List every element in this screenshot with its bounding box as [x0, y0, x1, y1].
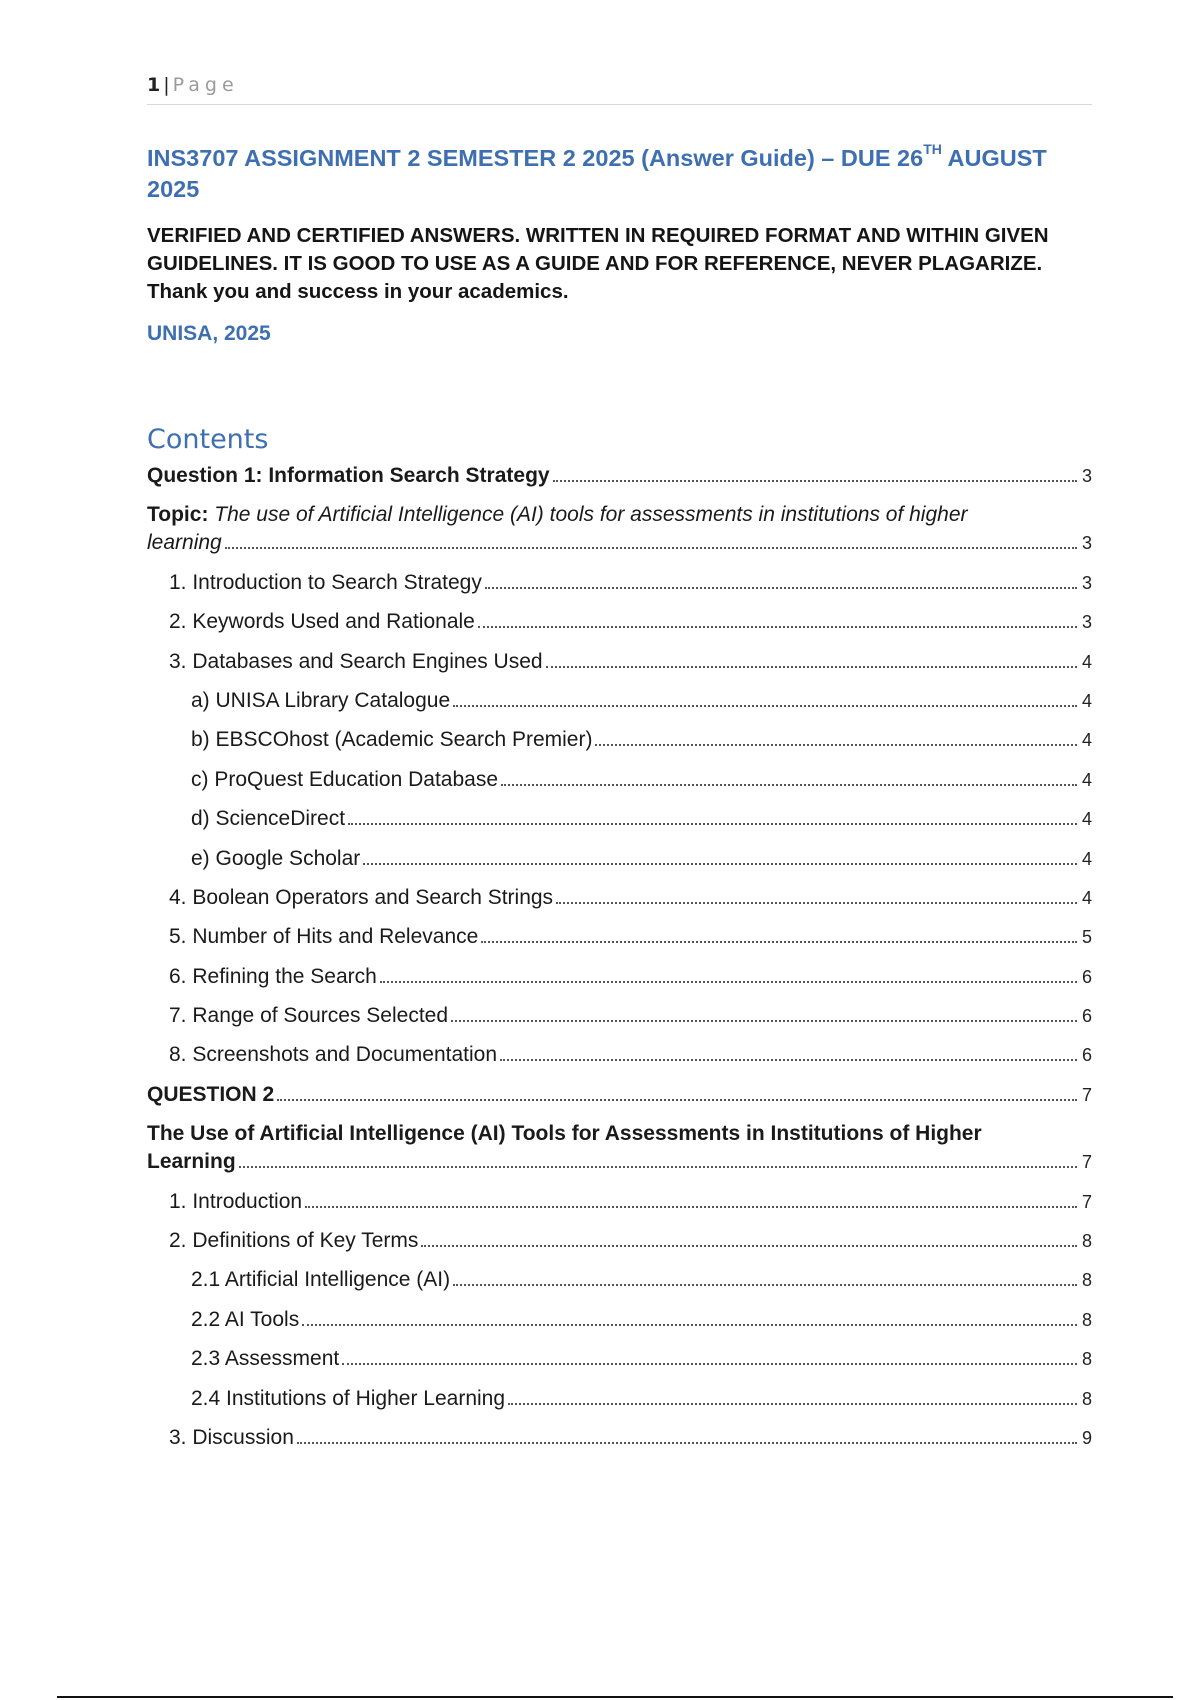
toc-label: 1. Introduction [169, 1189, 303, 1213]
dot-leader [553, 480, 1077, 482]
dot-leader [302, 1324, 1077, 1326]
document-title [147, 143, 1092, 205]
dot-leader [453, 1284, 1077, 1286]
toc-page-number: 9 [1081, 1427, 1092, 1448]
dot-leader [305, 1206, 1077, 1208]
toc-entry[interactable] [147, 726, 1092, 754]
toc-label: c) ProQuest Education Database [191, 767, 499, 791]
toc-entry[interactable] [147, 569, 1092, 597]
toc-entry[interactable] [147, 687, 1092, 715]
toc-label: b) EBSCOhost (Academic Search Premier) [191, 728, 593, 752]
toc-entry[interactable] [147, 1424, 1092, 1452]
toc-label: QUESTION 2 [147, 1082, 275, 1106]
topic-text-line1: The use of Artificial Intelligence (AI) tools for assessments in institutions of higher [208, 503, 968, 527]
table-of-contents [147, 462, 1092, 1463]
dot-leader [421, 1245, 1077, 1247]
toc-page-number: 7 [1081, 1191, 1092, 1212]
toc-page-number: 5 [1081, 927, 1092, 948]
dot-leader [348, 823, 1077, 825]
title-superscript: TH [923, 141, 942, 158]
topic-text-line2: learning [147, 531, 222, 555]
title-line1-end: AUGUST [941, 145, 1047, 171]
notice-closing: Thank you and success in your academics. [147, 280, 569, 303]
toc-page-number: 4 [1081, 690, 1092, 711]
toc-label: d) ScienceDirect [191, 807, 346, 831]
toc-page-number: 3 [1081, 466, 1092, 486]
toc-entry[interactable] [147, 1002, 1092, 1030]
toc-entry-question-1[interactable] [147, 462, 1092, 490]
toc-label: 6. Refining the Search [169, 964, 377, 988]
toc-entry-question-2-title[interactable] [147, 1120, 1092, 1176]
dot-leader [546, 666, 1077, 668]
topic-prefix: Topic: [147, 503, 209, 527]
toc-label: Question 1: Information Search Strategy [147, 464, 550, 487]
toc-page-number: 3 [1081, 572, 1092, 593]
title-line2: 2025 [147, 176, 200, 202]
toc-page-number: 4 [1081, 887, 1092, 908]
dot-leader [556, 902, 1077, 904]
toc-page-number: 8 [1081, 1231, 1092, 1252]
toc-entry[interactable] [147, 1385, 1092, 1413]
toc-page-number: 4 [1081, 848, 1092, 869]
dot-leader [277, 1099, 1077, 1101]
dot-leader [239, 1166, 1077, 1168]
toc-page-number: 4 [1081, 769, 1092, 790]
toc-label: 2.1 Artificial Intelligence (AI) [191, 1268, 451, 1292]
page-number: 1 [147, 74, 161, 96]
toc-label: 3. Discussion [169, 1425, 294, 1449]
bottom-divider [57, 1696, 1173, 1698]
toc-page-number: 7 [1081, 1152, 1092, 1173]
dot-leader [481, 941, 1077, 943]
toc-entry[interactable] [147, 1041, 1092, 1069]
dot-leader [501, 784, 1077, 786]
toc-label: 4. Boolean Operators and Search Strings [169, 885, 554, 909]
dot-leader [478, 626, 1077, 628]
dot-leader [508, 1403, 1077, 1405]
contents-heading: Contents [147, 424, 269, 455]
toc-page-number: 6 [1081, 1006, 1092, 1027]
notice-bold-text: VERIFIED AND CERTIFIED ANSWERS. WRITTEN IN REQUIRED FORMAT AND WITHIN GIVEN GUIDELINES. IT IS GOOD TO USE AS A GUIDE AND FOR REFERENCE, NEVER PLAGARIZE. [147, 224, 1049, 275]
toc-page-number: 8 [1081, 1349, 1092, 1370]
dot-leader [453, 705, 1077, 707]
toc-label: 2.2 AI Tools [191, 1307, 300, 1331]
toc-page-number: 4 [1081, 651, 1092, 672]
university-line: UNISA, 2025 [147, 322, 271, 345]
toc-entry[interactable] [147, 963, 1092, 991]
toc-label: 1. Introduction to Search Strategy [169, 570, 482, 594]
toc-page-number: 7 [1081, 1084, 1092, 1105]
toc-page-number: 4 [1081, 730, 1092, 751]
dot-leader [297, 1442, 1077, 1444]
toc-entry[interactable] [147, 766, 1092, 794]
toc-entry[interactable] [147, 1227, 1092, 1255]
toc-entry[interactable] [147, 1306, 1092, 1334]
page-label: Page [172, 74, 239, 96]
toc-page-number: 8 [1081, 1270, 1092, 1291]
dot-leader [363, 863, 1077, 865]
page-header [147, 74, 1092, 105]
toc-entry[interactable] [147, 923, 1092, 951]
dot-leader [595, 744, 1077, 746]
toc-page-number: 4 [1081, 809, 1092, 830]
toc-label: 2. Keywords Used and Rationale [169, 610, 475, 634]
title-line1-start: INS3707 ASSIGNMENT 2 SEMESTER 2 2025 (Answer Guide) – DUE 26 [147, 145, 924, 171]
toc-label: 7. Range of Sources Selected [169, 1004, 449, 1028]
toc-label: 2.3 Assessment [191, 1347, 340, 1371]
toc-entry-topic[interactable] [147, 501, 1092, 557]
toc-entry[interactable] [147, 1266, 1092, 1294]
dot-leader [380, 981, 1077, 983]
dot-leader [451, 1020, 1077, 1022]
toc-page-number: 6 [1081, 1045, 1092, 1066]
toc-entry-question-2[interactable] [147, 1081, 1092, 1109]
toc-label: 8. Screenshots and Documentation [169, 1043, 498, 1067]
toc-entry[interactable] [147, 648, 1092, 676]
dot-leader [225, 547, 1077, 549]
toc-entry[interactable] [147, 1345, 1092, 1373]
header-separator: | [163, 74, 170, 96]
toc-page-number: 8 [1081, 1388, 1092, 1409]
toc-label: 3. Databases and Search Engines Used [169, 649, 543, 673]
dot-leader [485, 587, 1077, 589]
toc-entry[interactable] [147, 805, 1092, 833]
q2-title-line1: The Use of Artificial Intelligence (AI) Tools for Assessments in Institutions of Higher [147, 1122, 982, 1146]
verification-notice [147, 222, 1092, 306]
toc-label: e) Google Scholar [191, 846, 361, 870]
toc-page-number: 6 [1081, 966, 1092, 987]
toc-page-number: 3 [1081, 533, 1092, 554]
toc-label: 5. Number of Hits and Relevance [169, 925, 479, 949]
toc-label: a) UNISA Library Catalogue [191, 688, 451, 712]
toc-entry[interactable] [147, 1188, 1092, 1216]
toc-label: 2. Definitions of Key Terms [169, 1229, 419, 1253]
dot-leader [500, 1059, 1077, 1061]
dot-leader [342, 1363, 1077, 1365]
q2-title-line2: Learning [147, 1150, 236, 1174]
toc-label: 2.4 Institutions of Higher Learning [191, 1386, 506, 1410]
toc-page-number: 8 [1081, 1309, 1092, 1330]
toc-page-number: 3 [1081, 612, 1092, 633]
toc-entry[interactable] [147, 884, 1092, 912]
toc-entry[interactable] [147, 845, 1092, 873]
toc-entry[interactable] [147, 608, 1092, 636]
